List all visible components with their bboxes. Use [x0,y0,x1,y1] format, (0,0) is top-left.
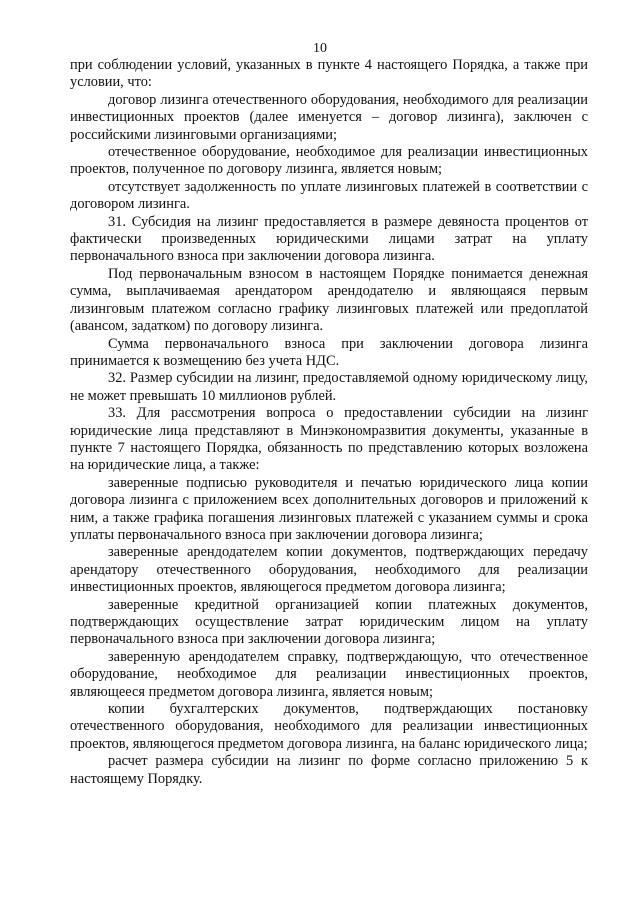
paragraph-clause-32: 32. Размер субсидии на лизинг, предоставляемой одному юридическому лицу, не может превышать 10 миллионов рублей. [70,370,588,404]
paragraph-doc-subsidy-calculation: расчет размера субсидии на лизинг по форме согласно приложению 5 к настоящему Порядку. [70,753,588,787]
page-number: 10 [313,41,327,56]
paragraph-condition-new-equipment: отечественное оборудование, необходимое для реализации инвестиционных проектов, полученное по договору лизинга, является новым; [70,144,588,178]
paragraph-doc-accounting-copies: копии бухгалтерских документов, подтверждающих постановку отечественного оборудования, необходимого для реализации инвестиционных проектов, являющегося предметом договора лизинга, на баланс юридического лица; [70,701,588,752]
paragraph-condition-leasing-contract: договор лизинга отечественного оборудования, необходимого для реализации инвестиционных проектов (далее именуется – договор лизинга), заключен с российскими лизинговыми организациями; [70,91,588,143]
paragraph-initial-payment-definition: Под первоначальным взносом в настоящем Порядке понимается денежная сумма, выплачиваемая арендатором арендодателю и являющаяся первым лизинговым платежом согласно графику лизинговых платежей или предоплатой (авансом, задатком) по договору лизинга. [70,265,588,335]
document-body [70,57,588,788]
paragraph-clause-33: 33. Для рассмотрения вопроса о предоставлении субсидии на лизинг юридические лица представляют в Минэкономразвития документы, указанные в пункте 7 настоящего Порядка, обязанность по представлению которых возложена на юридические лица, а также: [70,405,588,474]
paragraph-doc-payment-copies: заверенные кредитной организацией копии платежных документов, подтверждающих осуществление затрат юридическим лицом на уплату первоначального взноса при заключении договора лизинга; [70,596,588,648]
paragraph-conditions-intro: при соблюдении условий, указанных в пункте 4 настоящего Порядка, а также при условии, что: [70,57,588,91]
paragraph-clause-31: 31. Субсидия на лизинг предоставляется в размере девяноста процентов от фактически произведенных юридическими лицами затрат на уплату первоначального взноса при заключении договора лизинга. [70,213,588,265]
paragraph-doc-contract-copies: заверенные подписью руководителя и печатью юридического лица копии договора лизинга с приложением всех дополнительных договоров и приложений к ним, а также графика погашения лизинговых платежей с указанием суммы и срока уплаты первоначального взноса при заключении договора лизинга; [70,474,588,543]
paragraph-condition-no-debt: отсутствует задолженность по уплате лизинговых платежей в соответствии с договором лизинга. [70,178,588,213]
paragraph-doc-new-equipment-certificate: заверенную арендодателем справку, подтверждающую, что отечественное оборудование, необходимое для реализации инвестиционных проектов, являющееся предметом договора лизинга, является новым; [70,648,588,700]
paragraph-initial-payment-vat: Сумма первоначального взноса при заключении договора лизинга принимается к возмещению без учета НДС. [70,335,588,369]
paragraph-doc-transfer-copies: заверенные арендодателем копии документов, подтверждающих передачу арендатору отечественного оборудования, необходимого для реализации инвестиционных проектов, являющегося предметом договора лизинга; [70,544,588,596]
